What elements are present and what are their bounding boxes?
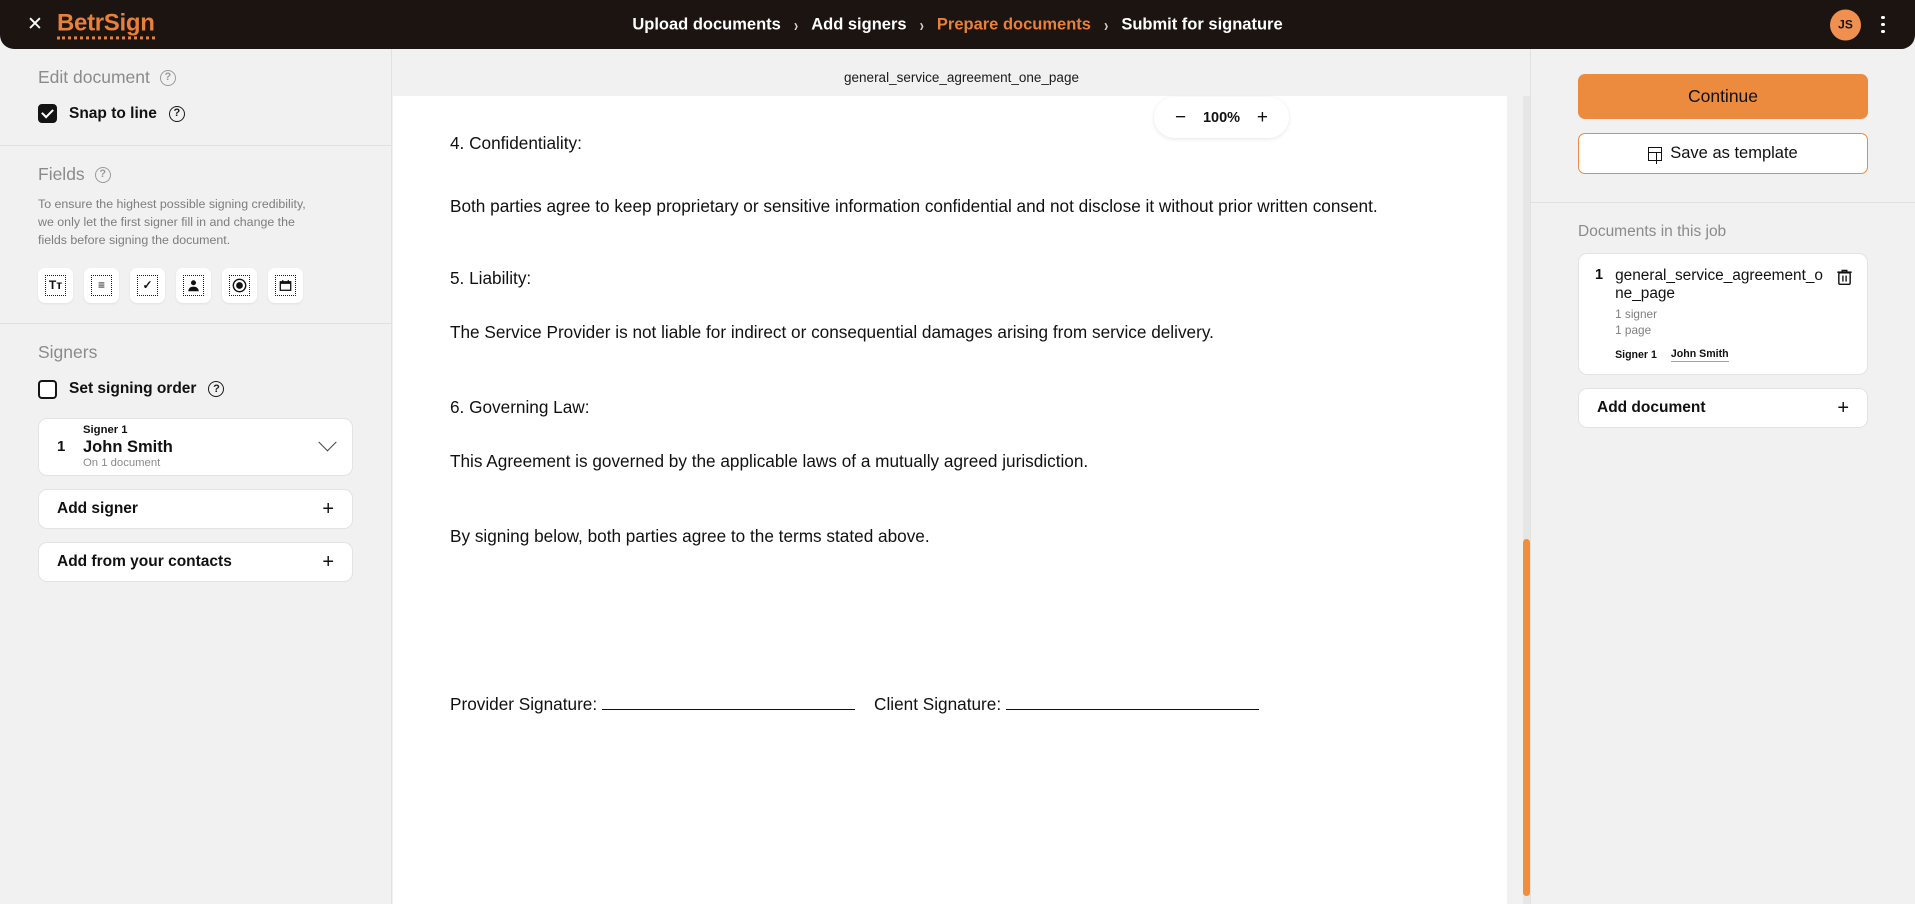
avatar[interactable]: JS [1830, 9, 1861, 40]
breadcrumb-separator-icon: › [793, 14, 799, 35]
document-page[interactable] [393, 96, 1507, 904]
fields-description: To ensure the highest possible signing credibility, we only let the first signer fill in and change the fields before signing the document. [38, 197, 306, 247]
add-signer-label: Add signer [57, 499, 138, 517]
add-signer-button[interactable] [38, 489, 353, 529]
left-sidebar [0, 49, 392, 904]
provider-signature-line[interactable] [602, 709, 855, 710]
document-paragraph: Both parties agree to keep proprietary or sensitive information confidential and not disclose it without prior written consent. [450, 196, 1378, 217]
checkbox-field-icon: ✓ [137, 275, 158, 296]
paragraph-field-icon: ≡ [91, 275, 112, 296]
document-info [1615, 267, 1824, 362]
signers-heading [38, 342, 353, 363]
snap-to-line-row[interactable] [38, 104, 353, 123]
help-icon[interactable]: ? [95, 167, 111, 183]
save-as-template-button[interactable] [1578, 133, 1868, 174]
plus-icon: + [322, 497, 334, 520]
documents-in-job-label: Documents in this job [1578, 223, 1727, 240]
document-canvas [393, 49, 1530, 904]
close-icon[interactable]: ✕ [27, 14, 43, 35]
breadcrumb-step-add-signers[interactable]: Add signers [811, 15, 907, 33]
signer-list-item[interactable] [38, 418, 353, 476]
zoom-in-button[interactable]: + [1256, 107, 1268, 128]
text-field-button[interactable] [38, 268, 73, 303]
edit-document-heading [38, 67, 353, 88]
help-icon[interactable]: ? [169, 106, 185, 122]
right-panel-actions [1531, 49, 1915, 202]
client-signature-label: Client Signature: [874, 694, 1002, 714]
breadcrumb-step-submit-for-signature[interactable]: Submit for signature [1121, 15, 1283, 33]
set-signing-order-row[interactable] [38, 380, 353, 399]
template-icon [1648, 147, 1662, 161]
signers-title: Signers [38, 341, 98, 362]
chevron-down-icon[interactable] [318, 434, 336, 452]
snap-to-line-label: Snap to line [69, 104, 157, 122]
calendar-field-icon [275, 275, 296, 296]
help-icon[interactable]: ? [208, 381, 224, 397]
edit-document-title: Edit document [38, 67, 150, 87]
plus-icon: + [1837, 396, 1849, 419]
delete-document-icon[interactable] [1836, 268, 1853, 286]
kebab-dot [1881, 16, 1884, 19]
add-document-label: Add document [1597, 398, 1706, 416]
vertical-scrollbar[interactable] [1523, 96, 1530, 904]
document-paragraph: By signing below, both parties agree to the terms stated above. [450, 526, 930, 547]
kebab-dot [1881, 30, 1884, 33]
client-signature-line[interactable] [1006, 709, 1259, 710]
add-document-button[interactable] [1578, 388, 1868, 428]
document-list-item[interactable] [1578, 253, 1868, 375]
checkbox-field-button[interactable] [130, 268, 165, 303]
document-signer-role: Signer 1 [1615, 348, 1657, 361]
save-as-template-label: Save as template [1670, 144, 1798, 162]
document-paragraph: 4. Confidentiality: [450, 133, 582, 153]
add-from-contacts-button[interactable] [38, 542, 353, 582]
document-name: general_service_agreement_one_page [1615, 267, 1823, 303]
signer-details [83, 424, 321, 470]
continue-button[interactable]: Continue [1578, 74, 1868, 119]
breadcrumb-separator-icon: › [919, 14, 924, 35]
fields-title: Fields [38, 164, 85, 184]
signature-field-button[interactable] [176, 268, 211, 303]
breadcrumb [632, 15, 1282, 34]
snap-to-line-checkbox[interactable] [38, 104, 57, 123]
text-field-icon: Tт [45, 275, 66, 296]
document-signer-row [1615, 348, 1824, 362]
right-panel [1530, 49, 1915, 904]
breadcrumb-step-prepare-documents[interactable]: Prepare documents [936, 15, 1091, 33]
fields-section [0, 146, 391, 323]
brand-logo[interactable]: BetrSign [57, 10, 155, 39]
set-signing-order-checkbox[interactable] [38, 380, 57, 399]
radio-field-icon [229, 275, 250, 296]
field-palette [38, 268, 353, 303]
date-field-button[interactable] [268, 268, 303, 303]
document-paragraph: The Service Provider is not liable for indirect or consequential damages arising from service delivery. [450, 321, 1214, 342]
breadcrumb-separator-icon: › [1103, 14, 1109, 35]
plus-icon: + [322, 550, 334, 573]
signer-document-count: On 1 document [83, 457, 161, 470]
more-options-icon[interactable] [1873, 13, 1893, 37]
documents-in-job-section [1531, 203, 1915, 428]
document-page-count: 1 page [1615, 322, 1652, 337]
zoom-out-button[interactable]: − [1175, 107, 1187, 128]
help-icon[interactable]: ? [160, 70, 176, 86]
fields-heading [38, 164, 353, 185]
document-paragraph: This Agreement is governed by the applicable laws of a mutually agreed jurisdiction. [450, 451, 1089, 472]
scrollbar-thumb[interactable] [1523, 539, 1530, 896]
top-bar [0, 0, 1915, 49]
document-paragraph: 5. Liability: [450, 267, 532, 288]
document-paragraph: 6. Governing Law: [450, 397, 590, 418]
signer-role: Signer 1 [83, 424, 128, 437]
signer-name: John Smith [83, 437, 173, 456]
add-from-contacts-label: Add from your contacts [57, 552, 232, 570]
document-title: general_service_agreement_one_page [844, 70, 1079, 85]
kebab-dot [1881, 23, 1884, 26]
person-field-icon [183, 275, 204, 296]
document-signer-count: 1 signer [1615, 307, 1658, 322]
edit-document-section [0, 49, 391, 145]
document-signer-name[interactable]: John Smith [1670, 347, 1729, 360]
radio-field-button[interactable] [222, 268, 257, 303]
document-number: 1 [1595, 267, 1604, 283]
zoom-control [1154, 97, 1289, 138]
signers-section [0, 324, 391, 582]
signer-order-number: 1 [57, 438, 66, 456]
breadcrumb-step-upload-documents[interactable]: Upload documents [632, 15, 781, 33]
paragraph-field-button[interactable] [84, 268, 119, 303]
signature-line-row [450, 694, 1450, 715]
provider-signature-label: Provider Signature: [450, 694, 598, 714]
zoom-level-value: 100% [1202, 109, 1241, 126]
set-signing-order-label: Set signing order [69, 380, 197, 398]
